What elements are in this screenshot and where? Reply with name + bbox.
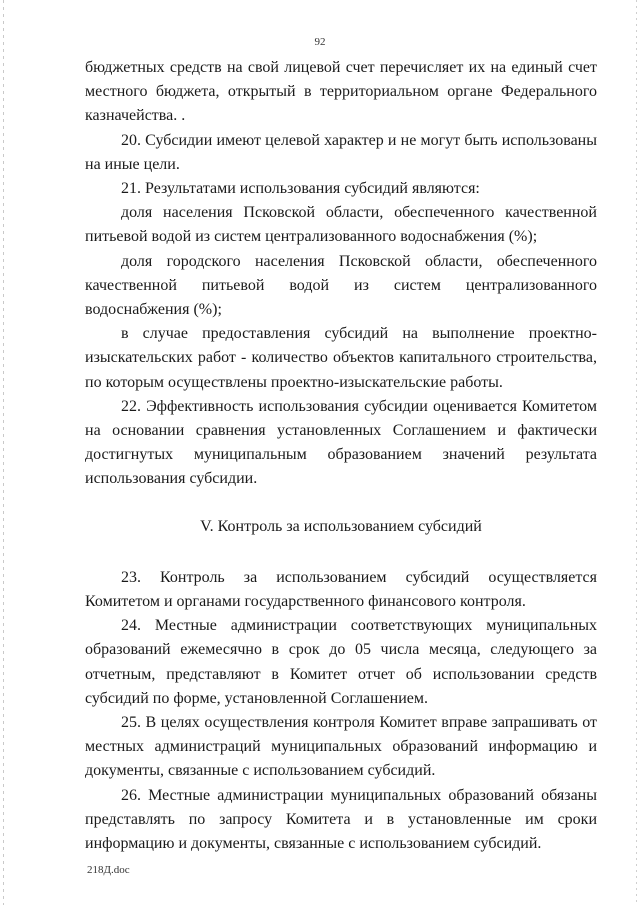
scan-edge-left (3, 0, 4, 905)
page-number: 92 (314, 36, 326, 48)
paragraph-continuation: бюджетных средств на свой лицевой счет перечисляет их на единый счет местного бюджета, открытый в территориальном органе Федерального казначейства. . (85, 59, 597, 125)
paragraph-26: 26. Местные администрации муниципальных образований обязаны представлять по запросу Комитета и в установленные им сроки информацию и документы, связанные с использованием субсидий. (85, 786, 597, 853)
paragraph-20: 20. Субсидии имеют целевой характер и не могут быть использованы на иные цели. (85, 131, 597, 173)
section-heading: V. Контроль за использованием субсидий (200, 517, 482, 535)
paragraph-21-item-2: доля городского населения Псковской области, обеспеченного качественной питьевой водой из систем централизованного водоснабжения (%); (85, 252, 597, 319)
paragraph-22: 22. Эффективность использования субсидии оценивается Комитетом на основании сравнения установленных Соглашением и фактически достигнутых муниципальным образованием значений результата использования субсидии. (85, 397, 597, 488)
paragraph-21-item-3: в случае предоставления субсидий на выполнение проектно-изыскательских работ - количество объектов капитального строительства, по которым осуществлены проектно-изыскательские работы. (85, 325, 597, 391)
paragraph-25: 25. В целях осуществления контроля Комитет вправе запрашивать от местных администраций муниципальных образований информацию и документы, связанные с использованием субсидий. (85, 714, 597, 780)
paragraph-21: 21. Результатами использования субсидий являются: (121, 180, 480, 198)
file-name-footer: 218Д.doc (87, 864, 130, 876)
document-body (85, 56, 597, 856)
scan-edge-right (636, 0, 637, 905)
paragraph-23: 23. Контроль за использованием субсидий осуществляется Комитетом и органами государственного финансового контроля. (85, 568, 597, 611)
paragraph-24: 24. Местные администрации соответствующих муниципальных образований ежемесячно в срок до 05 числа месяца, следующего за отчетным, представляют в Комитет отчет об использовании средств субсидий по форме, установленной Соглашением. (85, 617, 597, 707)
paragraph-21-item-1: доля населения Псковской области, обеспеченного качественной питьевой водой из систем централизованного водоснабжения (%); (85, 204, 597, 246)
